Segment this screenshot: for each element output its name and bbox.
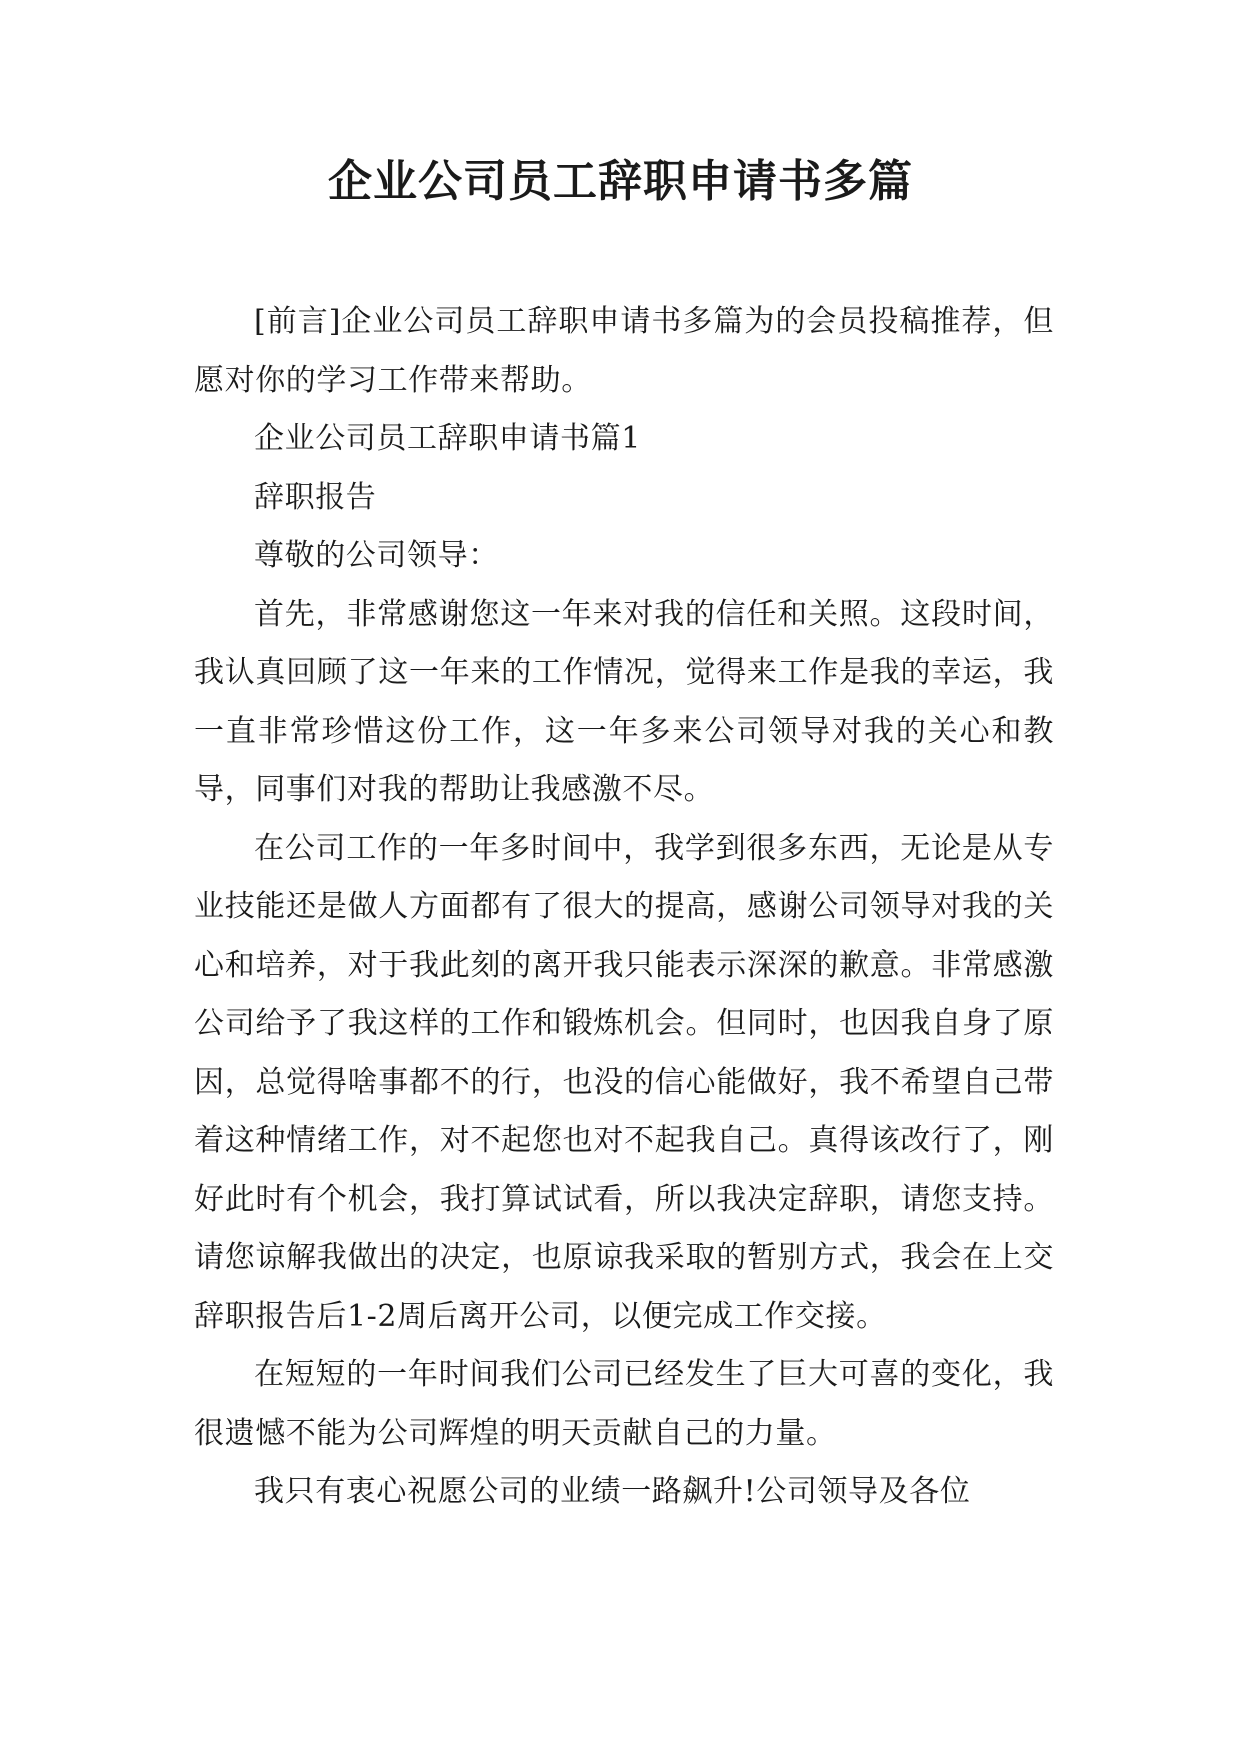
letter-heading: 辞职报告 <box>254 479 377 515</box>
preface-paragraph: [前言]企业公司员工辞职申请书多篇为的会员投稿推荐，但愿对你的学习工作带来帮助。 <box>194 304 1054 398</box>
salutation: 尊敬的公司领导： <box>254 538 499 573</box>
document-title: 企业公司员工辞职申请书多篇 <box>328 156 913 207</box>
section-heading: 企业公司员工辞职申请书篇1 <box>254 421 641 456</box>
body-paragraph: 首先，非常感谢您这一年来对我的信任和关照。这段时间，我认真回顾了这一年来的工作情况，觉得来工作是我的幸运，我一直非常珍惜这份工作，这一年多来公司领导对我的关心和教导，同事们对我的帮助让我感激不尽。 <box>194 596 1054 807</box>
document-body <box>194 293 1054 1522</box>
body-paragraph: 在短短的一年时间我们公司已经发生了巨大可喜的变化，我很遗憾不能为公司辉煌的明天贡献自己的力量。 <box>194 1357 1054 1451</box>
body-paragraph: 我只有衷心祝愿公司的业绩一路飙升!公司领导及各位 <box>254 1474 971 1509</box>
body-paragraph: 在公司工作的一年多时间中，我学到很多东西，无论是从专业技能还是做人方面都有了很大的提高，感谢公司领导对我的关心和培养，对于我此刻的离开我只能表示深深的歉意。非常感激公司给予了我这样的工作和锻炼机会。但同时，也因我自身了原因，总觉得啥事都不的行，也没的信心能做好，我不希望自己带着这种情绪工作，对不起您也对不起我自己。真得该改行了，刚好此时有个机会，我打算试试看，所以我决定辞职，请您支持。请您谅解我做出的决定，也原谅我采取的暂别方式，我会在上交辞职报告后1-2周后离开公司，以便完成工作交接。 <box>194 830 1054 1334</box>
